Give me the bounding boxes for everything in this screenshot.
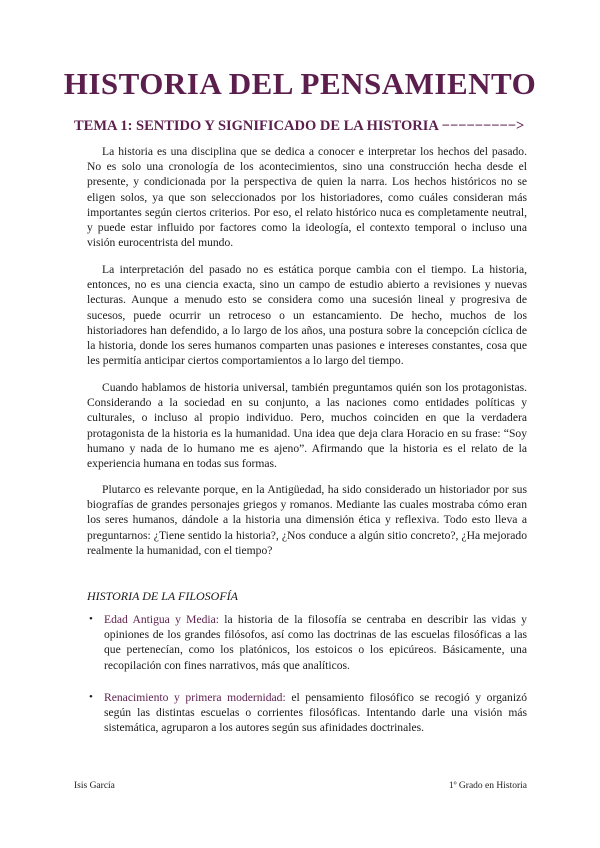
bullet-text: la historia de la filosofía se centraba en describir las vidas y opiniones de los grandes filósofos, así como las doctrinas de las escuelas filosóficas a las que pertenecían, como los platónicos, los estoicos o los epicúreos. Básicamente, una recopilación con fines narrativos, más que analíticos. — [104, 613, 527, 672]
paragraph-1: La historia es una disciplina que se dedica a conocer e interpretar los hechos del pasado. No es solo una cronología de los acontecimientos, sino una construcción hecha desde el presente, y condicionada por la perspectiva de quien la narra. Los hechos históricos no se eligen solos, ya que son seleccionados por los historiadores, como cuáles consideran más importantes según ciertos criterios. Por eso, el relato histórico nuca es completamente neutral, y puede estar influido por factores como la ideología, el contexto temporal o incluso una visión eurocentrista del mundo. — [87, 145, 527, 250]
bullet-text: el pensamiento filosófico se recogió y organizó según las distintas escuelas o corrientes filosóficas. Intentando darle una visión más sistemática, agruparon a los autores según sus afinidades doctrinales. — [104, 691, 528, 735]
bullet-list-1 — [87, 612, 527, 673]
bullet-term: Edad Antigua y Media: — [104, 613, 219, 626]
bullet-list-2 — [87, 690, 527, 736]
page-title: HISTORIA DEL PENSAMIENTO — [63, 66, 537, 101]
paragraph-4: Plutarco es relevante porque, en la Antigüedad, ha sido considerado un historiador por sus biografías de grandes personajes griegos y romanos. Mediante las cuales mostraba cómo eran los seres humanos, dándole a la historia una dimensión ética y reflexiva. Todo esto lleva a preguntarnos: ¿Tiene sentido la historia?, ¿Nos conduce a algún sitio concreto?, ¿Ha mejorado realmente la humanidad, con el tiempo? — [87, 483, 527, 557]
list-item — [87, 612, 527, 673]
topic-heading: TEMA 1: SENTIDO Y SIGNIFICADO DE LA HISTORIA −−−−−−−−−> — [74, 118, 525, 134]
section-heading: HISTORIA DE LA FILOSOFÍA — [87, 589, 238, 603]
paragraph-2: La interpretación del pasado no es estática porque cambia con el tiempo. La historia, entonces, no es una ciencia exacta, sino un campo de estudio abierto a revisiones y nuevas lecturas. Aunque a menudo esto se considera como una sucesión lineal y progresiva de sucesos, puede ocurrir un retroceso o un estancamiento. De hecho, muchos de los historiadores han defendido, a lo largo de los años, una postura sobre la concepción cíclica de la historia, donde los seres humanos comparten unas pasiones e intereses constantes, cosa que les permitía anticipar ciertos comportamientos a lo largo del tiempo. — [87, 263, 527, 368]
paragraph-3: Cuando hablamos de historia universal, también preguntamos quién son los protagonistas. Considerando a la sociedad en su conjunto, a las naciones como entidades políticas y culturales, o incluso al propio individuo. Pero, muchos coinciden en que la verdadera protagonista de la historia es la humanidad. Una idea que deja clara Horacio en su frase: “Soy humano y nada de lo humano me es ajeno”. Afirmando que la historia es el relato de la experiencia humana en todas sus formas. — [87, 381, 527, 471]
bullet-icon: • — [89, 691, 93, 703]
footer-author: Isis García — [74, 781, 115, 791]
footer-course: 1º Grado en Historia — [448, 781, 527, 791]
list-item — [87, 690, 527, 736]
bullet-term: Renacimiento y primera modernidad: — [104, 691, 286, 704]
bullet-icon: • — [89, 613, 93, 625]
